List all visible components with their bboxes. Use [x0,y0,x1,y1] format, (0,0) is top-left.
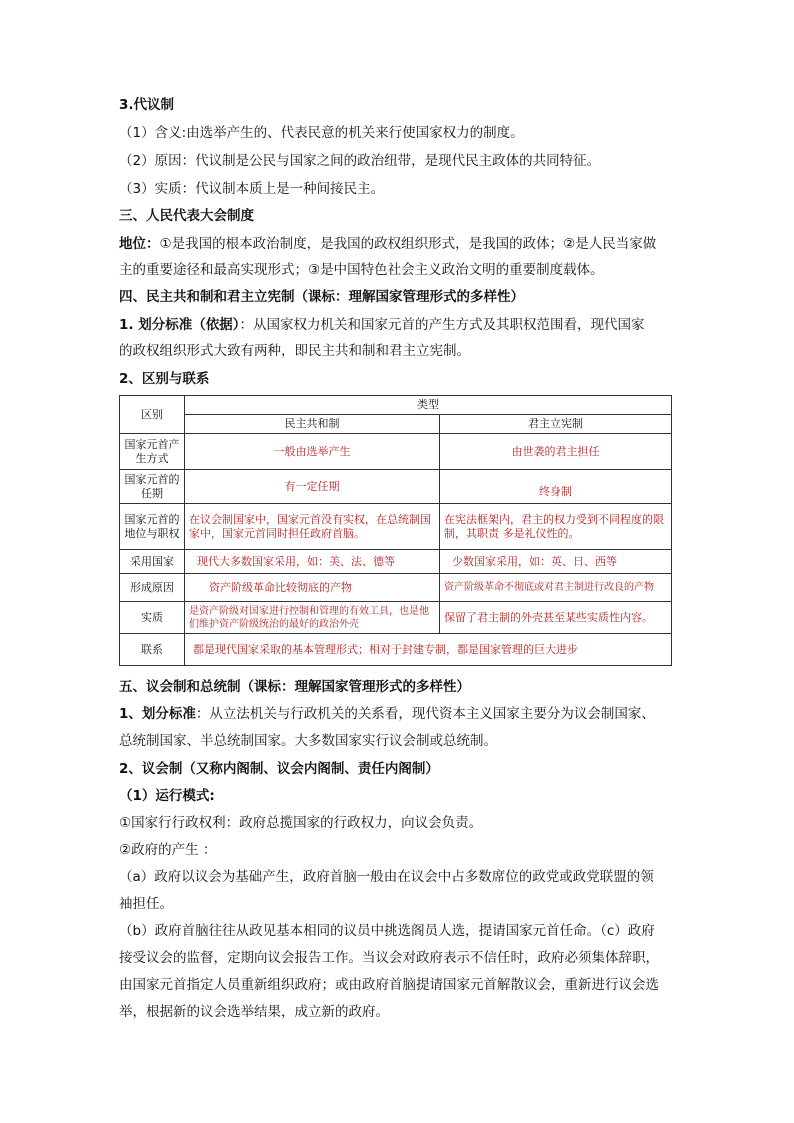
table-row [120,550,672,574]
row-label: 形成原因 [120,574,185,602]
criterion-text: ：从国家权力机关和国家元首的产生方式及其职权范围看，现代国家 [239,317,645,333]
table-row [120,504,672,550]
paragraph-b: （b）政府首脑往往从政见基本相同的议员中挑选阁员人选，提请国家元首任命。（c）政府 [119,923,655,939]
cell-monarchy: 少数国家采用，如：英、日、西等 [440,550,672,574]
paragraph-executive-power: ①国家行行政权利：政府总揽国家的行政权力，向议会负责。 [119,815,483,831]
cell-republic: 是资产阶级对国家进行控制和管理的有效工具，也是他们维护资产阶级统治的最好的政治外壳 [185,602,440,634]
comparison-table [119,395,672,666]
criterion-2-label: 1、划分标准 [119,706,196,722]
cell-republic: 一般由选举产生 [185,434,440,470]
paragraph-b-cont-1: 接受议会的监督，定期向议会报告工作。当议会对政府表示不信任时，政府必须集体辞职， [119,950,659,966]
cell-monarchy: 保留了君主制的外壳甚至某些实质性内容。 [440,602,672,634]
paragraph-status-cont: 主的重要途径和最高实现形式；③是中国特色社会主义政治文明的重要制度载体。 [119,262,604,278]
cell-monarchy: 由世袭的君主担任 [440,434,672,470]
paragraph-criterion [119,315,679,335]
table-row [120,574,672,602]
subheading-parliamentary: 2、议会制（又称内阁制、议会内阁制、责任内阁制） [119,761,439,777]
row-label: 国家元首的任期 [120,470,185,504]
table-row [120,434,672,470]
status-label: 地位： [119,236,160,252]
row-label: 实质 [120,602,185,634]
paragraph-a-cont: 袖担任。 [119,896,173,912]
row-label: 国家元首产生方式 [120,434,185,470]
section-heading-npc: 三、人民代表大会制度 [119,208,254,224]
cell-monarchy: 资产阶级革命不彻底或对君主制进行改良的产物 [440,574,672,602]
criterion-2-text: ：从立法机关与行政机关的关系看，现代资本主义国家主要分为议会制国家、 [195,706,655,722]
paragraph-reason: （2）原因：代议制是公民与国家之间的政治纽带，是现代民主政体的共同特征。 [119,153,601,169]
paragraph-status [119,234,679,254]
cell-republic: 有一定任期 [185,470,440,504]
cell-republic: 现代大多数国家采用，如：美、法、德等 [185,550,440,574]
row-label: 国家元首的地位与职权 [120,504,185,550]
paragraph-b-cont-2: 由国家元首指定人员重新组织政府；或由政府首脑提请国家元首解散议会，重新进行议会选 [119,977,659,993]
table-row [120,602,672,634]
paragraph-essence: （3）实质：代议制本质上是一种间接民主。 [119,181,385,197]
section-heading-representative-system: 3.代议制 [119,97,175,113]
table-type-header: 类型 [185,396,672,415]
table-row [120,634,672,666]
paragraph-b-cont-3: 举，根据新的议会选举结果，成立新的政府。 [119,1004,389,1020]
paragraph-criterion-cont: 的政权组织形式大致有两种，即民主共和制和君主立宪制。 [119,343,470,359]
cell-monarchy: 终身制 [440,470,672,504]
paragraph-meaning: （1）含义:由选举产生的、代表民意的机关来行使国家权力的制度。 [119,125,524,141]
table-corner: 区别 [120,396,185,434]
subheading-operation: （1）运行模式: [119,788,215,804]
paragraph-criterion-2-cont: 总统制国家、半总统制国家。大多数国家实行议会制或总统制。 [119,733,497,749]
cell-republic: 在议会制国家中，国家元首没有实权，在总统制国家中，国家元首同时担任政府首脑。 [185,504,440,550]
table-col-monarchy: 君主立宪制 [440,415,672,434]
status-text: ①是我国的根本政治制度，是我国的政权组织形式，是我国的政体；②是人民当家做 [159,236,657,252]
section-heading-republic-monarchy: 四、民主共和制和君主立宪制（课标：理解国家管理形式的多样性） [119,289,524,305]
table-row [120,470,672,504]
paragraph-government-formation: ②政府的产生 ： [119,842,217,858]
cell-monarchy: 在宪法框架内，君主的权力受到不同程度的限制，其职责 多是礼仪性的。 [440,504,672,550]
cell-republic: 资产阶级革命比较彻底的产物 [185,574,440,602]
section-heading-parliament-president: 五、议会制和总统制（课标：理解国家管理形式的多样性） [119,679,470,695]
table-col-republic: 民主共和制 [185,415,440,434]
row-label: 采用国家 [120,550,185,574]
paragraph-criterion-2 [119,704,679,724]
cell-link: 都是现代国家采取的基本管理形式；相对于封建专制，都是国家管理的巨大进步 [185,634,672,666]
criterion-label: 1. 划分标准（依据） [119,317,240,333]
subheading-difference: 2、区别与联系 [119,371,210,387]
row-label: 联系 [120,634,185,666]
paragraph-a: （a）政府以议会为基础产生，政府首脑一般由在议会中占多数席位的政党或政党联盟的领 [119,869,654,885]
